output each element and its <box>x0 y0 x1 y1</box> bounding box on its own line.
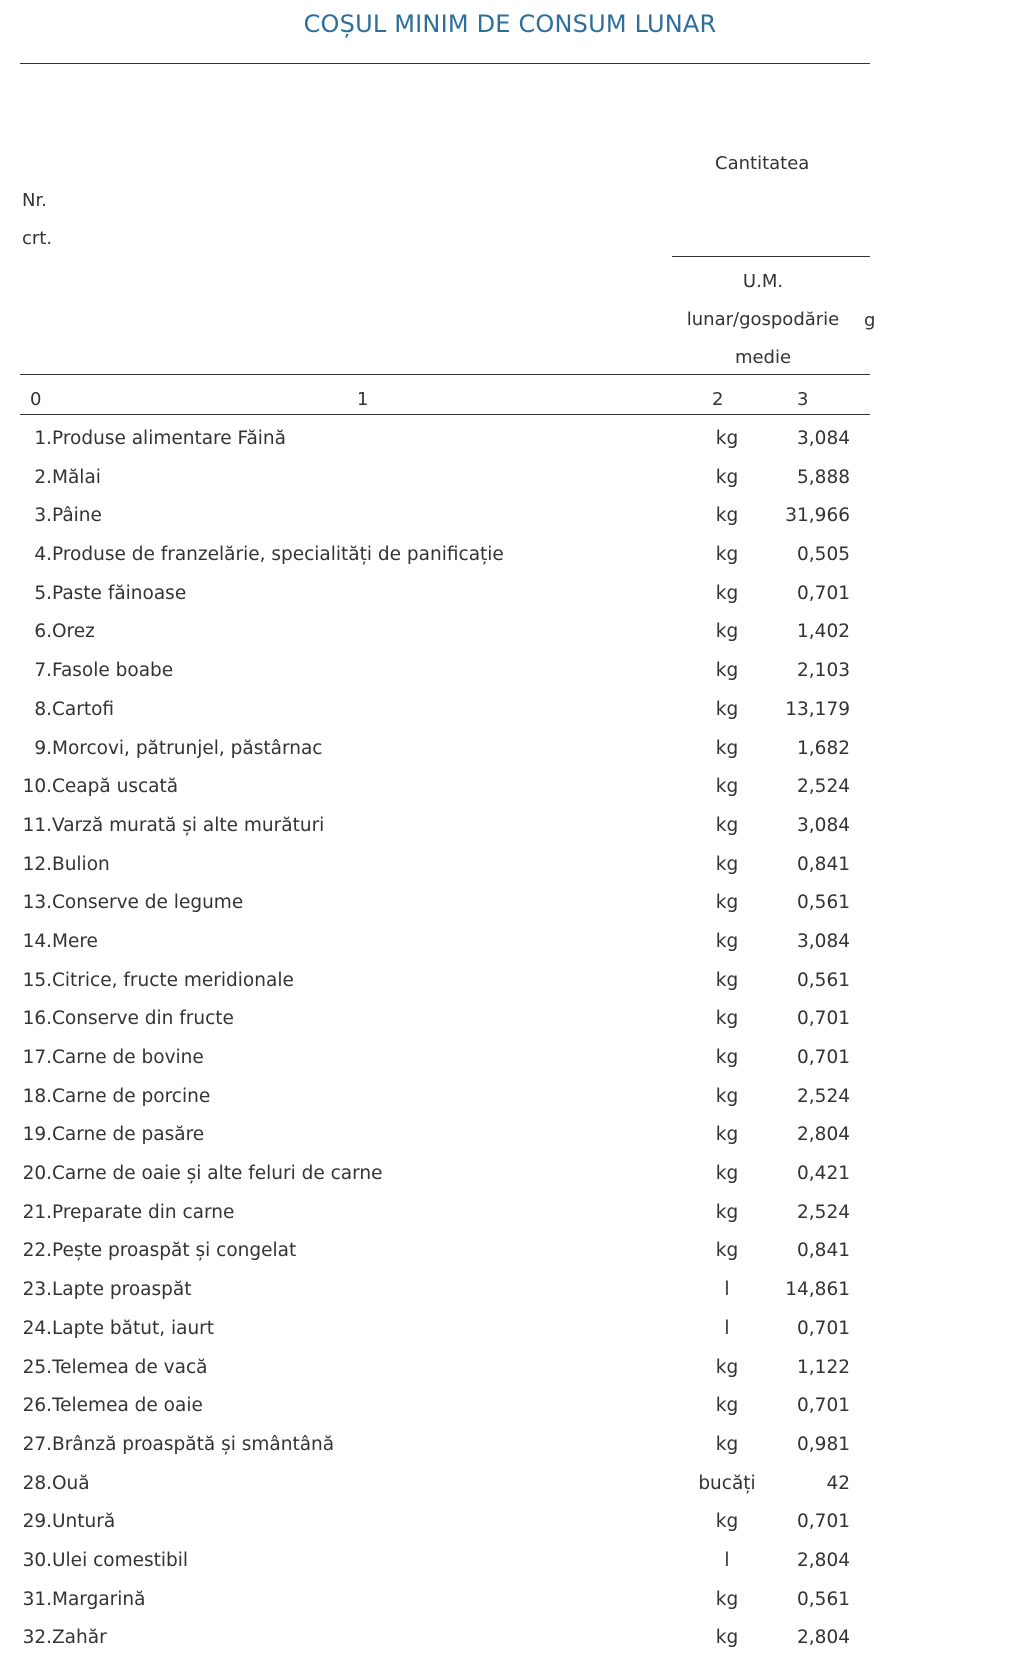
item-name-cell <box>22 497 102 536</box>
table-row <box>0 962 870 1001</box>
item-name-cell <box>22 1078 210 1117</box>
um-header-line-3: medie <box>734 347 792 368</box>
page-title: COȘUL MINIM DE CONSUM LUNAR <box>303 10 717 38</box>
item-label: Zahăr <box>52 1627 107 1649</box>
quantity-cell: 3,084 <box>797 428 850 449</box>
item-label: Pâine <box>52 505 102 527</box>
unit-cell: l <box>724 1317 730 1339</box>
quantity-cell: 2,524 <box>797 1085 850 1107</box>
item-label: Paste făinoase <box>52 582 187 604</box>
unit-cell: kg <box>715 1395 739 1417</box>
header-divider <box>20 374 870 375</box>
item-number: 21. <box>22 1201 52 1223</box>
item-label: Untură <box>52 1511 116 1533</box>
table-row <box>0 923 870 962</box>
quantity-cell: 5,888 <box>797 466 850 488</box>
unit-cell: kg <box>715 621 739 643</box>
unit-cell: kg <box>715 969 739 991</box>
unit-cell: kg <box>715 1085 739 1107</box>
item-name-cell <box>22 613 95 652</box>
table-row <box>0 1271 870 1310</box>
item-label: Ouă <box>52 1472 90 1494</box>
column-number-1: 1 <box>357 389 369 410</box>
quantity-cell: 42 <box>826 1472 850 1494</box>
item-label: Cartofi <box>52 698 115 720</box>
table-row <box>0 691 870 730</box>
table-row <box>0 884 870 923</box>
table-body <box>0 420 870 1658</box>
item-label: Mere <box>52 930 98 952</box>
item-name-cell <box>22 459 101 498</box>
item-number: 10. <box>22 776 52 798</box>
item-name-cell <box>22 536 504 575</box>
item-label: Carne de pasăre <box>52 1124 205 1146</box>
table-row <box>0 1116 870 1155</box>
quantity-cell: 1,122 <box>797 1356 850 1378</box>
table-row <box>0 846 870 885</box>
table-row <box>0 1310 870 1349</box>
item-name-cell <box>22 1194 234 1233</box>
unit-cell: kg <box>715 428 739 449</box>
item-number: 3. <box>34 505 52 527</box>
item-number: 2. <box>34 466 52 488</box>
nr-header-line-1: Nr. <box>22 190 47 211</box>
unit-cell: kg <box>715 1163 739 1185</box>
unit-cell: l <box>724 1279 730 1301</box>
table-row <box>0 1581 870 1620</box>
title-divider <box>20 63 870 64</box>
item-number: 9. <box>34 737 52 759</box>
item-label: Ulei comestibil <box>52 1549 189 1571</box>
item-name-cell <box>22 1503 115 1542</box>
table-row <box>0 1387 870 1426</box>
quantity-cell: 0,421 <box>797 1163 850 1185</box>
quantity-cell: 1,682 <box>797 737 850 759</box>
item-number: 4. <box>34 544 52 566</box>
table-row <box>0 1194 870 1233</box>
unit-cell: kg <box>715 814 739 836</box>
item-number: 29. <box>22 1511 52 1533</box>
item-name-cell <box>22 1232 296 1271</box>
unit-cell: kg <box>715 1201 739 1223</box>
item-label: Morcovi, pătrunjel, păstârnac <box>52 737 323 759</box>
item-name-cell <box>22 652 173 691</box>
table-row <box>0 1503 870 1542</box>
item-name-cell <box>22 1155 383 1194</box>
column-number-2: 2 <box>712 389 724 410</box>
item-number: 25. <box>22 1356 52 1378</box>
unit-cell: kg <box>715 1356 739 1378</box>
item-number: 14. <box>22 930 52 952</box>
unit-cell: kg <box>715 660 739 682</box>
item-label: Margarină <box>52 1588 146 1610</box>
item-name-cell <box>22 420 286 459</box>
nr-crt-header <box>22 182 52 258</box>
table-row <box>0 1542 870 1581</box>
column-number-divider <box>20 414 870 415</box>
table-row <box>0 1232 870 1271</box>
item-name-cell <box>22 846 110 885</box>
quantity-cell: 0,701 <box>797 1008 850 1030</box>
unit-cell: kg <box>715 582 739 604</box>
table-row <box>0 536 870 575</box>
cantitatea-divider <box>672 256 870 257</box>
item-label: Ceapă uscată <box>52 776 179 798</box>
item-name-cell <box>22 1039 204 1078</box>
unit-cell: kg <box>715 853 739 875</box>
item-name-cell <box>22 691 114 730</box>
nr-header-line-2: crt. <box>22 228 53 249</box>
item-name-cell <box>22 1387 203 1426</box>
item-number: 1. <box>34 428 52 449</box>
item-name-cell <box>22 962 294 1001</box>
item-label: Preparate din carne <box>52 1201 235 1223</box>
unit-cell: kg <box>715 930 739 952</box>
item-label: Carne de bovine <box>52 1047 204 1068</box>
table-row <box>0 1000 870 1039</box>
quantity-cell: 0,701 <box>797 1395 850 1417</box>
item-name-cell <box>22 1619 107 1658</box>
table-row <box>0 807 870 846</box>
item-name-cell <box>22 884 243 923</box>
cut-off-header-glyph: g <box>864 310 876 331</box>
unit-cell: kg <box>715 1433 739 1455</box>
item-label: Brânză proaspătă și smântână <box>52 1433 335 1455</box>
item-name-cell <box>22 1465 90 1504</box>
item-number: 31. <box>22 1588 52 1610</box>
quantity-cell: 0,981 <box>797 1433 850 1455</box>
table-row <box>0 497 870 536</box>
unit-cell: kg <box>715 737 739 759</box>
item-label: Conserve din fructe <box>52 1008 234 1030</box>
table-row <box>0 1155 870 1194</box>
quantity-cell: 0,701 <box>797 582 850 604</box>
item-name-cell <box>22 1542 188 1581</box>
quantity-cell: 13,179 <box>785 698 850 720</box>
unit-cell: kg <box>715 1627 739 1649</box>
unit-cell: bucăți <box>698 1472 756 1494</box>
item-label: Carne de porcine <box>52 1085 211 1107</box>
table-row <box>0 652 870 691</box>
item-number: 26. <box>22 1395 52 1417</box>
item-label: Citrice, fructe meridionale <box>52 969 294 991</box>
item-number: 18. <box>22 1085 52 1107</box>
item-number: 8. <box>34 698 52 720</box>
quantity-cell: 0,841 <box>797 853 850 875</box>
item-number: 16. <box>22 1008 52 1030</box>
item-label: Lapte proaspăt <box>52 1279 192 1301</box>
item-name-cell <box>22 575 186 614</box>
item-number: 23. <box>22 1279 52 1301</box>
column-number-3: 3 <box>797 389 809 410</box>
table-row <box>0 768 870 807</box>
quantity-cell: 2,524 <box>797 776 850 798</box>
item-number: 17. <box>22 1047 52 1068</box>
item-label: Orez <box>52 621 95 643</box>
item-number: 11. <box>22 814 52 836</box>
unit-cell: kg <box>715 1588 739 1610</box>
item-label: Varză murată și alte murături <box>52 814 325 836</box>
cantitatea-header: Cantitatea <box>715 153 810 174</box>
item-name-cell <box>22 923 98 962</box>
item-name-cell <box>22 1581 145 1620</box>
item-number: 24. <box>22 1317 52 1339</box>
table-row <box>0 1349 870 1388</box>
quantity-cell: 0,701 <box>797 1317 850 1339</box>
quantity-cell: 0,561 <box>797 892 850 914</box>
quantity-cell: 31,966 <box>785 505 850 527</box>
um-header <box>680 263 846 377</box>
item-name-cell <box>22 1000 234 1039</box>
item-label: Mălai <box>52 466 101 488</box>
item-number: 5. <box>34 582 52 604</box>
table-row <box>0 459 870 498</box>
item-name-cell <box>22 1310 214 1349</box>
unit-cell: kg <box>715 505 739 527</box>
item-label: Produse de franzelărie, specialități de panificație <box>52 544 504 566</box>
quantity-cell: 2,103 <box>797 660 850 682</box>
table-row <box>0 1039 870 1078</box>
item-label: Bulion <box>52 853 110 875</box>
item-number: 22. <box>22 1240 52 1262</box>
table-row <box>0 575 870 614</box>
item-label: Pește proaspăt și congelat <box>52 1240 297 1262</box>
quantity-cell: 1,402 <box>797 621 850 643</box>
unit-cell: kg <box>715 698 739 720</box>
item-name-cell <box>22 768 178 807</box>
item-number: 6. <box>34 621 52 643</box>
unit-cell: kg <box>715 466 739 488</box>
item-label: Telemea de oaie <box>52 1395 203 1417</box>
unit-cell: l <box>724 1549 730 1571</box>
item-name-cell <box>22 1116 204 1155</box>
quantity-cell: 2,804 <box>797 1549 850 1571</box>
unit-cell: kg <box>715 1047 739 1068</box>
quantity-cell: 0,701 <box>797 1511 850 1533</box>
item-number: 20. <box>22 1163 52 1185</box>
table-row <box>0 1426 870 1465</box>
unit-cell: kg <box>715 892 739 914</box>
item-number: 19. <box>22 1124 52 1146</box>
item-number: 27. <box>22 1433 52 1455</box>
item-number: 28. <box>22 1472 52 1494</box>
item-number: 13. <box>22 892 52 914</box>
item-name-cell <box>22 807 324 846</box>
item-label: Lapte bătut, iaurt <box>52 1317 215 1339</box>
item-label: Carne de oaie și alte feluri de carne <box>52 1163 383 1185</box>
table-row <box>0 730 870 769</box>
unit-cell: kg <box>715 1124 739 1146</box>
unit-cell: kg <box>715 776 739 798</box>
item-number: 32. <box>22 1627 52 1649</box>
item-label: Fasole boabe <box>52 660 174 682</box>
item-name-cell <box>22 1349 207 1388</box>
table-row <box>0 1078 870 1117</box>
table-row <box>0 613 870 652</box>
item-name-cell <box>22 1426 334 1465</box>
quantity-cell: 2,804 <box>797 1627 850 1649</box>
unit-cell: kg <box>715 544 739 566</box>
item-label: Conserve de legume <box>52 892 244 914</box>
unit-cell: kg <box>715 1240 739 1262</box>
quantity-cell: 14,861 <box>785 1279 850 1301</box>
quantity-cell: 2,524 <box>797 1201 850 1223</box>
quantity-cell: 3,084 <box>797 814 850 836</box>
quantity-cell: 0,701 <box>797 1047 850 1068</box>
unit-cell: kg <box>715 1511 739 1533</box>
um-header-line-2: lunar/gospodărie <box>686 309 840 330</box>
um-header-line-1: U.M. <box>742 271 784 292</box>
quantity-cell: 3,084 <box>797 930 850 952</box>
table-row <box>0 1619 870 1658</box>
quantity-cell: 0,841 <box>797 1240 850 1262</box>
quantity-cell: 0,561 <box>797 969 850 991</box>
item-label: Telemea de vacă <box>52 1356 208 1378</box>
column-number-0: 0 <box>30 389 42 410</box>
item-name-cell <box>22 730 322 769</box>
quantity-cell: 0,505 <box>797 544 850 566</box>
item-name-cell <box>22 1271 191 1310</box>
unit-cell: kg <box>715 1008 739 1030</box>
item-number: 30. <box>22 1549 52 1571</box>
item-label: Produse alimentare Făină <box>52 428 286 449</box>
table-row <box>0 420 870 459</box>
quantity-cell: 0,561 <box>797 1588 850 1610</box>
quantity-cell: 2,804 <box>797 1124 850 1146</box>
item-number: 7. <box>34 660 52 682</box>
table-row <box>0 1465 870 1504</box>
item-number: 12. <box>22 853 52 875</box>
item-number: 15. <box>22 969 52 991</box>
